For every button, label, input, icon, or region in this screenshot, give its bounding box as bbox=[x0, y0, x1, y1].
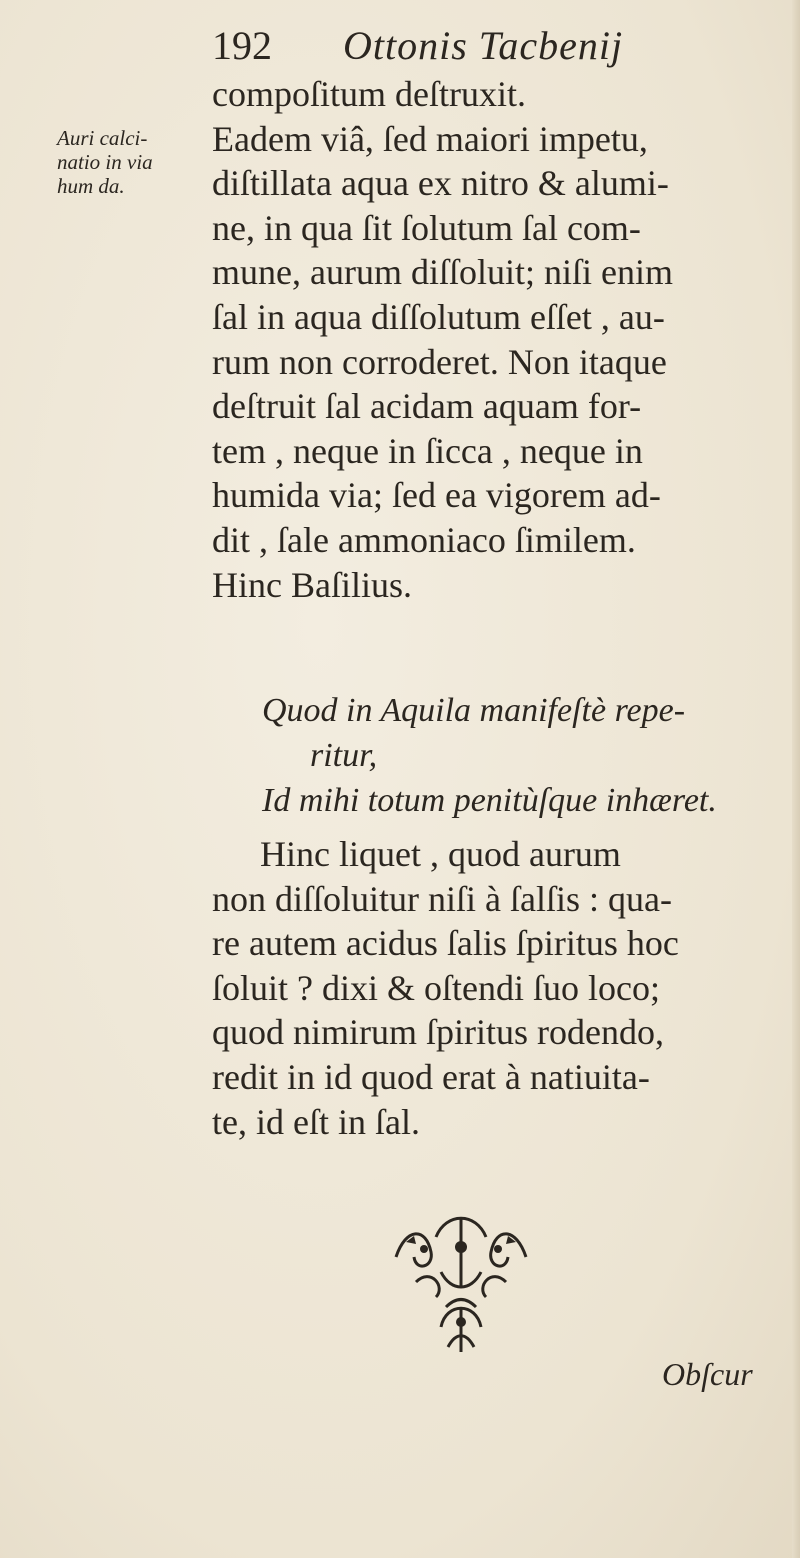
text-line: ſoluit ? dixi & oſtendi ſuo loco; bbox=[212, 967, 660, 1008]
page-number: 192 bbox=[212, 23, 272, 68]
text-line: humida via; ſed ea vigorem ad- bbox=[212, 475, 661, 516]
text-line: redit in id quod erat à natiuita- bbox=[212, 1056, 650, 1097]
text-line: mune, aurum diſſoluit; niſi enim bbox=[212, 252, 673, 293]
text-line: re autem acidus ſalis ſpiritus hoc bbox=[212, 923, 679, 964]
text-line: tem , neque in ſicca , neque in bbox=[212, 430, 643, 471]
text-line: deſtruit ſal acidam aquam for- bbox=[212, 386, 642, 427]
catchword: Obſcur bbox=[662, 1356, 753, 1392]
text-line: Eadem viâ, ſed maiori impetu, bbox=[212, 118, 648, 159]
quote-line: ritur, bbox=[310, 737, 378, 774]
running-head: Ottonis Tacbenij bbox=[343, 23, 624, 68]
text-line: Hinc Baſilius. bbox=[212, 564, 412, 605]
paragraph-2 bbox=[212, 832, 772, 1144]
quote-line: Quod in Aquila manifeſtè repe- bbox=[262, 692, 686, 729]
text-line: quod nimirum ſpiritus rodendo, bbox=[212, 1012, 664, 1053]
text-line: ne, in qua ſit ſolutum ſal com- bbox=[212, 207, 641, 248]
text-line: compoſitum deſtruxit. bbox=[212, 74, 526, 114]
quote-line: Id mihi totum penitùſque inhæret. bbox=[262, 782, 717, 819]
text-line: ſal in aqua diſſolutum eſſet , au- bbox=[212, 296, 665, 337]
text-line: non diſſoluitur niſi à ſalſis : qua- bbox=[212, 878, 672, 919]
margin-note-line: hum da. bbox=[57, 174, 125, 198]
text-line: diſtillata aqua ex nitro & alumi- bbox=[212, 163, 669, 204]
margin-note bbox=[57, 126, 207, 198]
text-line: Hinc liquet , quod aurum bbox=[260, 834, 621, 874]
text-line: dit , ſale ammoniaco ſimilem. bbox=[212, 519, 636, 560]
text-line: rum non corroderet. Non itaque bbox=[212, 341, 667, 382]
floral-tailpiece-icon bbox=[386, 1197, 536, 1357]
verse-quote bbox=[262, 688, 782, 823]
margin-note-line: Auri calci- bbox=[57, 126, 148, 150]
page-header bbox=[0, 18, 800, 78]
text-line: te, id eſt in ſal. bbox=[212, 1101, 420, 1142]
paragraph-1 bbox=[212, 72, 772, 607]
page-edge bbox=[792, 0, 800, 1558]
margin-note-line: natio in via bbox=[57, 150, 153, 174]
